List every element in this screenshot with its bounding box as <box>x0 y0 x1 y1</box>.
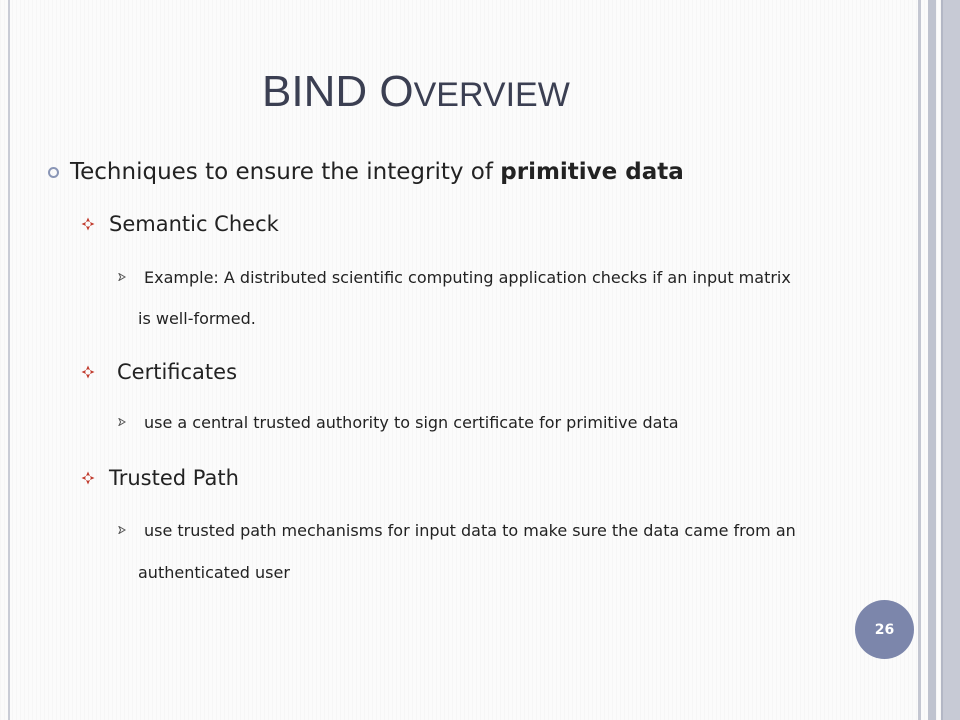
right-frame-band <box>928 0 936 720</box>
title-rest-overview: VERVIEW <box>413 76 570 114</box>
slide-title <box>262 66 570 121</box>
page-number: 26 <box>874 621 895 638</box>
title-word-bind: BIND <box>262 67 368 116</box>
detail-text: Example: A distributed scientific computing application checks if an input matrix <box>144 267 791 287</box>
right-frame-edge <box>941 0 960 720</box>
title-initial-o: O <box>379 67 414 116</box>
arrow-bullet-icon <box>118 526 126 534</box>
detail-text: is well-formed. <box>138 308 256 328</box>
arrow-bullet-icon <box>118 273 126 281</box>
detail-line-continued <box>118 556 796 588</box>
section-trusted-path <box>81 462 239 494</box>
section-certificates <box>81 356 237 388</box>
section-certificates-detail <box>118 406 679 438</box>
detail-text: use a central trusted authority to sign certificate for primitive data <box>144 412 679 432</box>
main-bullet <box>48 152 684 192</box>
detail-line <box>118 406 679 438</box>
main-bullet-bold: primitive data <box>500 159 684 185</box>
main-bullet-text <box>70 159 684 185</box>
section-semantic-check-detail <box>118 261 791 334</box>
diamond-bullet-icon <box>81 217 95 231</box>
diamond-bullet-icon <box>81 471 95 485</box>
section-trusted-path-detail <box>118 514 796 588</box>
left-frame-line <box>8 0 10 720</box>
section-label: Certificates <box>117 360 238 384</box>
arrow-bullet-icon <box>118 418 126 426</box>
page-number-badge <box>855 600 914 659</box>
section-label: Trusted Path <box>109 466 239 490</box>
detail-text: use trusted path mechanisms for input data to make sure the data came from an <box>144 520 796 540</box>
section-label: Semantic Check <box>109 212 279 236</box>
right-frame-line <box>918 0 921 720</box>
detail-text: authenticated user <box>138 562 290 582</box>
diamond-bullet-icon <box>81 365 95 379</box>
detail-line <box>118 261 791 293</box>
detail-line <box>118 514 796 546</box>
detail-line-continued <box>118 302 791 334</box>
ring-bullet-icon <box>48 167 59 178</box>
main-bullet-plain: Techniques to ensure the integrity of <box>70 159 501 185</box>
section-semantic-check <box>81 208 279 240</box>
